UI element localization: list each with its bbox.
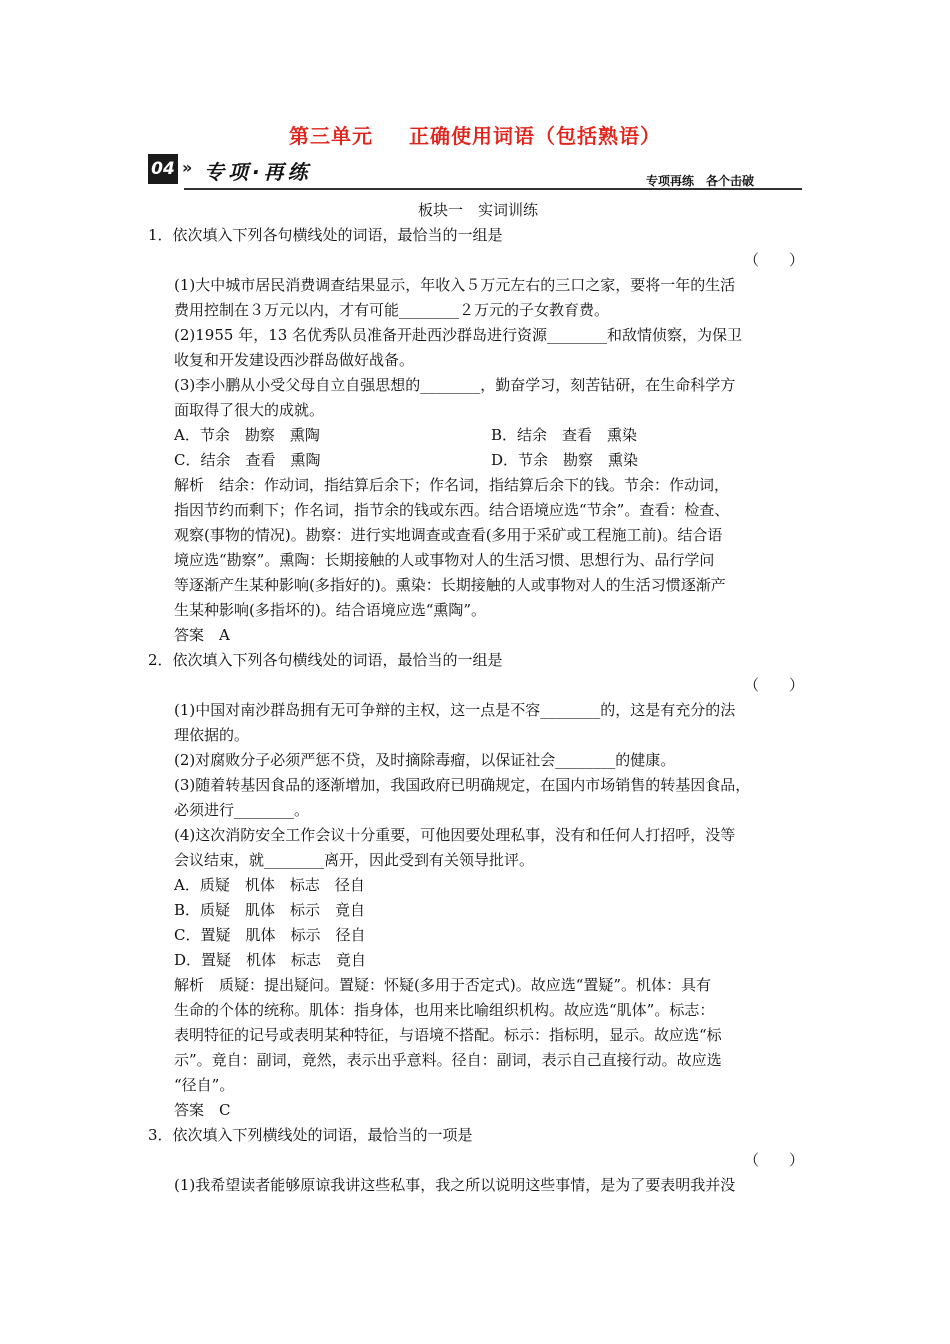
section-tagline: 专项再练 各个击破 <box>645 174 754 188</box>
q1-answer: 答案 A <box>174 626 230 644</box>
q1-sentence-3b: 面取得了很大的成就。 <box>174 401 325 419</box>
q1-stem: 1．依次填入下列各句横线处的词语，最恰当的一组是 <box>148 226 503 244</box>
q1-analysis-1: 解析 结余：作动词，指结算后余下；作名词，指结算后余下的钱。节余：作动词， <box>174 476 730 494</box>
unit-topic: 正确使用词语（包括熟语） <box>409 124 661 148</box>
q1-sentence-1a: (1)大中城市居民消费调查结果显示，年收入５万元左右的三口之家，要将一年的生活 <box>174 276 736 294</box>
q3-stem: 3．依次填入下列横线处的词语，最恰当的一项是 <box>148 1126 473 1144</box>
q2-answer-paren: （ ） <box>743 676 804 694</box>
q2-sentence-2: (2)对腐败分子必须严惩不贷，及时摘除毒瘤，以保证社会________的健康。 <box>174 751 676 769</box>
q1-analysis-5: 等逐渐产生某种影响(多指好的)。熏染：长期接触的人或事物对人的生活习惯逐渐产 <box>174 576 726 594</box>
q1-option-d: D．节余 勘察 熏染 <box>491 451 639 469</box>
q2-stem: 2．依次填入下列各句横线处的词语，最恰当的一组是 <box>148 651 503 669</box>
q2-analysis-1: 解析 质疑：提出疑问。置疑：怀疑(多用于否定式)。故应选“置疑”。机体：具有 <box>174 976 712 994</box>
q3-sentence-1a: (1)我希望读者能够原谅我讲这些私事，我之所以说明这些事情，是为了要表明我并没 <box>174 1176 736 1194</box>
q2-option-a: A．质疑 机体 标志 径自 <box>174 876 365 894</box>
q2-sentence-3a: (3)随着转基因食品的逐渐增加，我国政府已明确规定，在国内市场销售的转基因食品， <box>174 776 751 794</box>
q1-sentence-2b: 收复和开发建设西沙群岛做好战备。 <box>174 351 415 369</box>
q1-option-a: A．节余 勘察 熏陶 <box>174 426 320 444</box>
q1-sentence-1b: 费用控制在３万元以内，才有可能________２万元的子女教育费。 <box>174 301 610 319</box>
double-chevron-icon: » <box>182 158 193 177</box>
q2-sentence-1a: (1)中国对南沙群岛拥有无可争辩的主权，这一点是不容________的，这是有充分的法 <box>174 701 736 719</box>
q2-answer: 答案 C <box>174 1101 231 1119</box>
q1-analysis-6: 生某种影响(多指坏的)。结合语境应选“熏陶”。 <box>174 601 487 619</box>
document-body <box>148 198 808 1198</box>
q1-options-ab <box>148 423 808 448</box>
q2-analysis-2: 生命的个体的统称。肌体：指身体，也用来比喻组织机构。故应选“肌体”。标志： <box>174 1001 715 1019</box>
section-number-badge: 04 <box>148 154 178 184</box>
q2-option-c: C．置疑 肌体 标示 径自 <box>174 926 366 944</box>
q2-sentence-3b: 必须进行________。 <box>174 801 310 819</box>
q1-analysis-2: 指因节约而剩下；作名词，指节余的钱或东西。结合语境应选“节余”。查看：检查、 <box>174 501 730 519</box>
q1-option-b: B．结余 查看 熏染 <box>491 426 638 444</box>
unit-title <box>0 120 950 149</box>
q1-sentence-3a: (3)李小鹏从小受父母自立自强思想的________，勤奋学习，刻苦钻研，在生命科学方 <box>174 376 736 394</box>
q2-option-b: B．质疑 肌体 标示 竟自 <box>174 901 366 919</box>
q1-analysis-3: 观察(事物的情况)。勘察：进行实地调查或查看(多用于采矿或工程施工前)。结合语 <box>174 526 723 544</box>
section-banner <box>148 154 802 190</box>
block-title: 板块一 实词训练 <box>417 201 538 219</box>
q1-options-cd <box>148 448 808 473</box>
q2-analysis-3: 表明特征的记号或表明某种特征，与语境不搭配。标示：指标明，显示。故应选“标 <box>174 1026 722 1044</box>
q3-answer-paren: （ ） <box>743 1151 804 1169</box>
q2-analysis-5: “径自”。 <box>174 1076 235 1094</box>
q2-sentence-1b: 理依据的。 <box>174 726 250 744</box>
q2-option-d: D．置疑 机体 标志 竟自 <box>174 951 367 969</box>
q2-analysis-4: 示”。竟自：副词，竟然，表示出乎意料。径自：副词，表示自己直接行动。故应选 <box>174 1051 722 1069</box>
section-title: 专项·再练 <box>204 160 312 184</box>
q1-sentence-2a: (2)1955 年，13 名优秀队员准备开赴西沙群岛进行资源________和敌情侦察，为保卫 <box>174 326 743 344</box>
banner-divider <box>184 188 802 190</box>
q1-analysis-4: 境应选“勘察”。熏陶：长期接触的人或事物对人的生活习惯、思想行为、品行学问 <box>174 551 715 569</box>
q1-answer-paren: （ ） <box>743 251 804 269</box>
q2-sentence-4a: (4)这次消防安全工作会议十分重要，可他因要处理私事，没有和任何人打招呼，没等 <box>174 826 736 844</box>
q2-sentence-4b: 会议结束，就________离开，因此受到有关领导批评。 <box>174 851 535 869</box>
q1-option-c: C．结余 查看 熏陶 <box>174 451 321 469</box>
unit-label: 第三单元 <box>289 124 373 148</box>
